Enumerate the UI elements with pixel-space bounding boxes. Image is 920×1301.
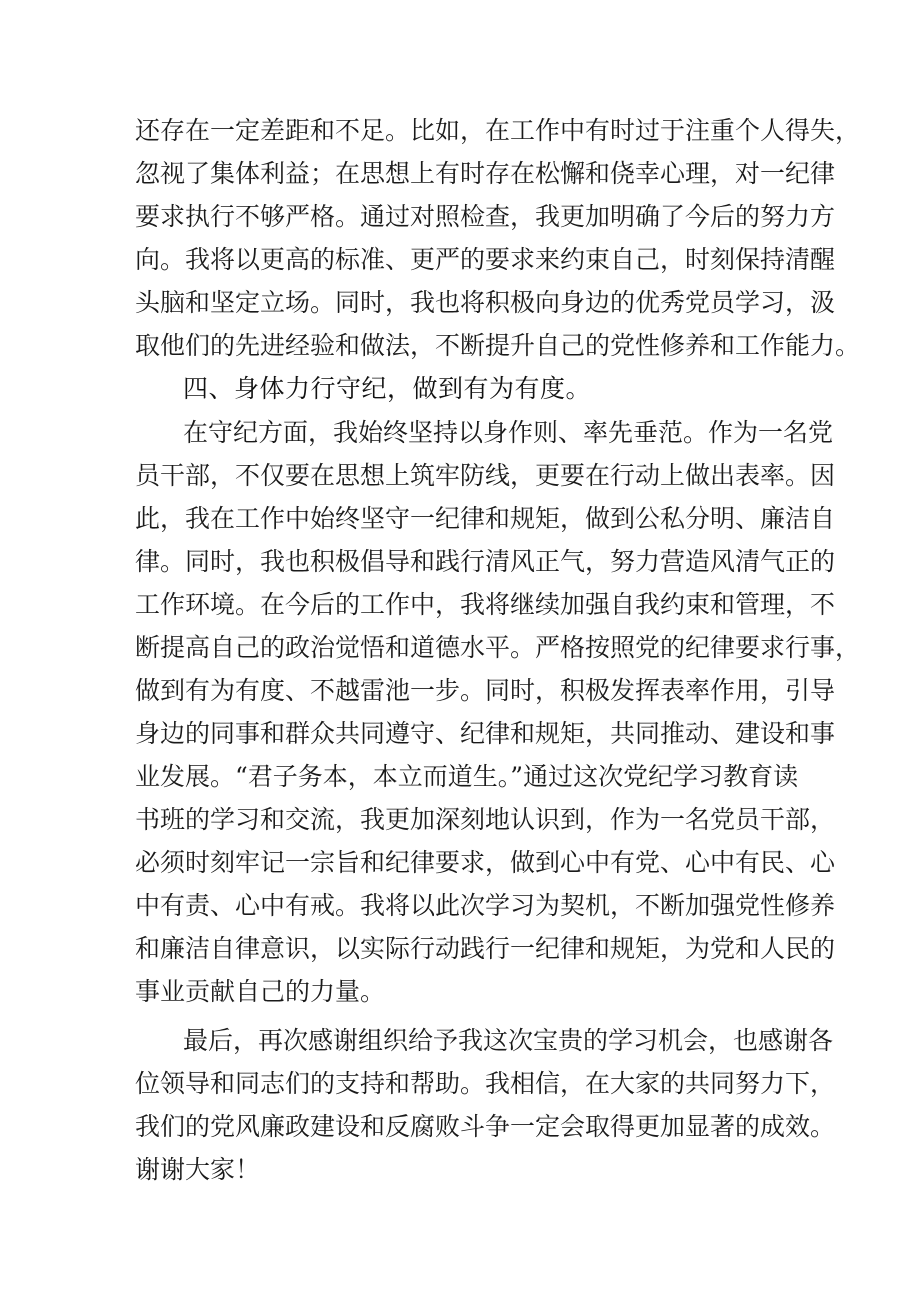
section-4-line: 身边的同事和群众共同遵守、纪律和规矩，共同推动、建设和事 <box>135 719 836 748</box>
section-4-line: 必须时刻牢记一宗旨和纪律要求，做到心中有党、心中有民、心 <box>135 848 836 877</box>
section-4-line: 和廉洁自律意识，以实际行动践行一纪律和规矩，为党和人民的 <box>135 934 836 963</box>
section-4-line: 此，我在工作中始终坚守一纪律和规矩，做到公私分明、廉洁自 <box>135 504 836 533</box>
section-4-line: 做到有为有度、不越雷池一步。同时，积极发挥表率作用，引导 <box>135 676 836 705</box>
paragraph-1-line: 要求执行不够严格。通过对照检查，我更加明确了今后的努力方 <box>135 202 836 231</box>
paragraph-1-line: 头脑和坚定立场。同时，我也将积极向身边的优秀党员学习，汲 <box>135 288 836 317</box>
paragraph-1-line: 向。我将以更高的标准、更严的要求来约束自己，时刻保持清醒 <box>135 245 836 274</box>
closing-line: 位领导和同志们的支持和帮助。我相信，在大家的共同努力下， <box>135 1069 836 1098</box>
section-4-line: 员干部，不仅要在思想上筑牢防线，更要在行动上做出表率。因 <box>135 461 836 490</box>
section-4-line: 中有责、心中有戒。我将以此次学习为契机，不断加强党性修养 <box>135 891 836 920</box>
closing-line: 谢谢大家！ <box>135 1155 261 1184</box>
section-4-line: 事业贡献自己的力量。 <box>135 977 386 1006</box>
section-4-line: 工作环境。在今后的工作中，我将继续加强自我约束和管理，不 <box>135 590 836 619</box>
paragraph-1-line: 取他们的先进经验和做法，不断提升自己的党性修养和工作能力。 <box>135 331 861 360</box>
section-4-line: 书班的学习和交流，我更加深刻地认识到，作为一名党员干部， <box>135 805 836 834</box>
section-4-line: 在守纪方面，我始终坚持以身作则、率先垂范。作为一名党 <box>183 418 834 447</box>
section-4-line: 律。同时，我也积极倡导和践行清风正气，努力营造风清气正的 <box>135 547 836 576</box>
section-heading: 四、身体力行守纪，做到有为有度。 <box>183 374 592 403</box>
section-4-line: 业发展。“君子务本，本立而道生。”通过这次党纪学习教育读 <box>135 762 799 791</box>
section-4-line: 断提高自己的政治觉悟和道德水平。严格按照党的纪律要求行事， <box>135 633 861 662</box>
closing-line: 我们的党风廉政建设和反腐败斗争一定会取得更加显著的成效。 <box>135 1112 836 1141</box>
paragraph-1-line: 忽视了集体利益；在思想上有时存在松懈和侥幸心理，对一纪律 <box>135 159 836 188</box>
closing-line: 最后，再次感谢组织给予我这次宝贵的学习机会，也感谢各 <box>183 1026 834 1055</box>
paragraph-1-line: 还存在一定差距和不足。比如，在工作中有时过于注重个人得失， <box>135 116 861 145</box>
